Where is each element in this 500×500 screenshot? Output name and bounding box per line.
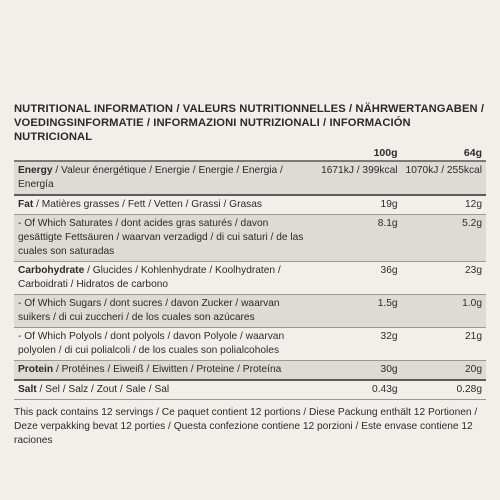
- nutrient-row: [14, 215, 486, 262]
- value-per-100g: 8.1g: [317, 215, 401, 262]
- value-per-100g: 1.5g: [317, 295, 401, 328]
- value-per-100g: 0.43g: [372, 384, 398, 395]
- nutrient-name-bold: Energy: [18, 165, 53, 176]
- nutrient-row: [14, 262, 486, 295]
- nutrient-name: [14, 262, 317, 295]
- value-per-64g: 5.2g: [402, 215, 486, 262]
- value-per-64g: 1.0g: [402, 295, 486, 328]
- value-per-64g: 23g: [465, 265, 482, 276]
- nutrient-name: [14, 215, 317, 262]
- nutrition-table: [14, 146, 486, 400]
- nutrient-name-translations: - Of Which Saturates / dont acides gras saturés / davon gesättigte Fettsäuren / waarvan verzadigd / di cui saturi / de las cuales son saturadas: [18, 218, 304, 257]
- value-per-64g: 12g: [465, 199, 482, 210]
- servings-note-line-1: This pack contains 12 servings / Ce paquet contient 12 portions / Diese Packung enthält 12 Portionen /: [14, 407, 478, 418]
- nutrient-name-bold: Protein: [18, 364, 54, 375]
- nutrient-name-bold: Carbohydrate: [18, 265, 85, 276]
- nutrition-title: [14, 102, 486, 144]
- nutrient-name: [14, 195, 317, 215]
- value-per-64g: 20g: [402, 361, 486, 381]
- servings-note-line-2: Deze verpakking bevat 12 porties / Questa confezione contiene 12 porzioni / Este envase contiene 12 raciones: [14, 421, 473, 446]
- nutrient-name: [14, 380, 317, 400]
- nutrient-name-translations: - Of Which Polyols / dont polyols / davon Polyole / waarvan polyolen / di cui polialcoli / de los cuales son polialcoholes: [18, 331, 285, 356]
- nutrient-name-bold: Salt: [18, 384, 37, 395]
- nutrient-row: [14, 361, 486, 381]
- servings-note: [14, 406, 486, 448]
- nutrient-name-translations: / Protéines / Eiweiß / Eiwitten / Proteine / Proteína: [53, 364, 282, 375]
- value-per-64g: 1070kJ / 255kcal: [402, 161, 486, 195]
- title-line-2: VOEDINGSINFORMATIE / INFORMAZIONI NUTRIZIONALI / INFORMACIÓN NUTRICIONAL: [14, 117, 411, 143]
- nutrient-row: [14, 295, 486, 328]
- column-header-row: [14, 146, 486, 161]
- title-line-1: NUTRITIONAL INFORMATION / VALEURS NUTRITIONNELLES / NÄHRWERTANGABEN /: [14, 103, 485, 115]
- nutrient-name-translations: / Valeur énergétique / Energie / Energie / Energia / Energía: [18, 165, 283, 190]
- column-header-100g: 100g: [373, 147, 398, 159]
- value-per-64g: 21g: [465, 331, 482, 342]
- nutrient-name: [14, 328, 317, 361]
- nutrient-row: [14, 195, 486, 215]
- column-header-64g: 64g: [463, 147, 482, 159]
- value-per-100g: 36g: [380, 265, 398, 276]
- value-per-100g: 1671kJ / 399kcal: [317, 161, 401, 195]
- value-per-100g: 30g: [317, 361, 401, 381]
- nutrient-name: [14, 295, 317, 328]
- nutrient-name-translations: / Matières grasses / Fett / Vetten / Grassi / Grasas: [33, 199, 263, 210]
- nutrient-name-translations: / Glucides / Kohlenhydrate / Koolhydraten / Carboidrati / Hidratos de carbono: [18, 265, 281, 290]
- nutrient-row: [14, 380, 486, 400]
- nutrient-row: [14, 161, 486, 195]
- value-per-64g: 0.28g: [456, 384, 482, 395]
- value-per-100g: 19g: [380, 199, 398, 210]
- nutrient-name-translations: / Sel / Salz / Zout / Sale / Sal: [36, 384, 170, 395]
- nutrient-name-translations: - Of Which Sugars / dont sucres / davon Zucker / waarvan suikers / di cui zuccheri / de los cuales son azúcares: [18, 298, 280, 323]
- value-per-100g: 32g: [380, 331, 398, 342]
- nutrient-name: [14, 361, 317, 381]
- nutrient-row: [14, 328, 486, 361]
- nutrition-label: [14, 102, 486, 448]
- nutrient-name-bold: Fat: [18, 199, 34, 210]
- nutrient-name: [14, 161, 317, 195]
